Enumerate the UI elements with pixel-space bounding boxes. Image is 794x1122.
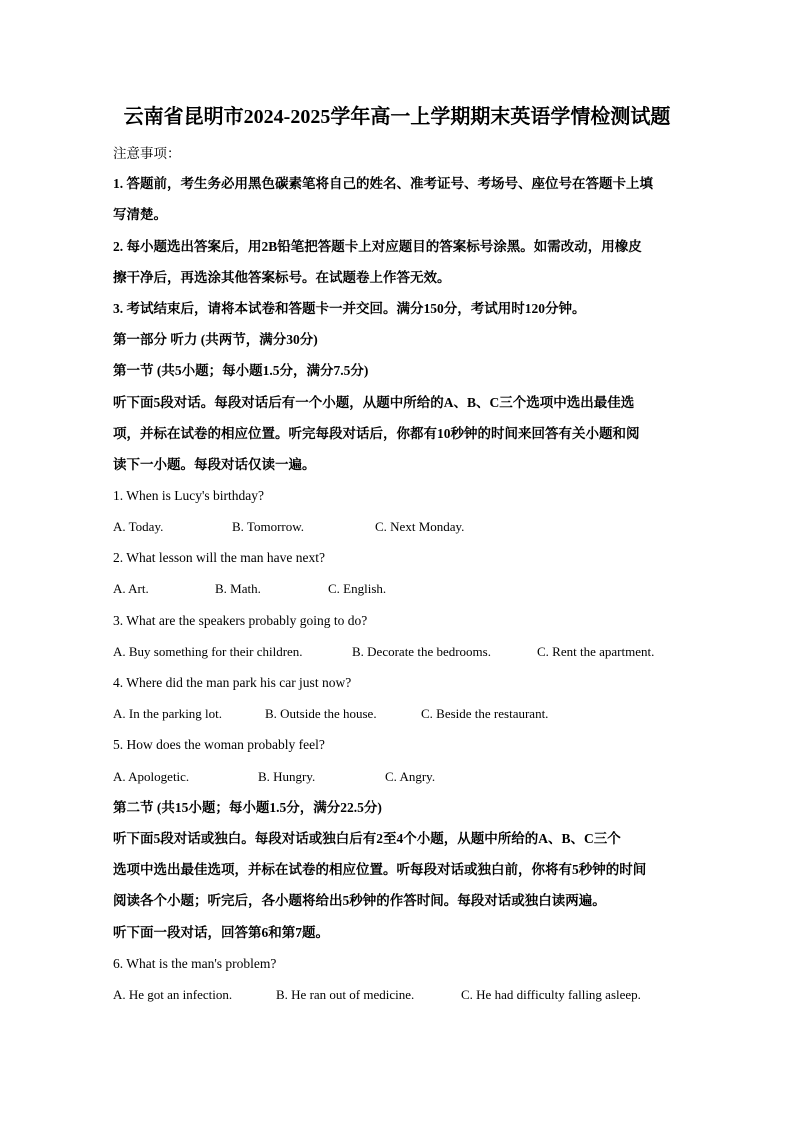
option-a: A. He got an infection. (113, 987, 233, 1002)
notice-item-2-line-2: 擦干净后，再选涂其他答案标号。在试题卷上作答无效。 (113, 270, 451, 285)
part-1-heading: 第一部分 听力 (共两节，满分30分) (113, 332, 318, 347)
question-stem: 1. When is Lucy's birthday? (113, 488, 265, 503)
notice-item-2-line-1: 2. 每小题选出答案后，用2B铅笔把答题卡上对应题目的答案标号涂黑。如需改动，用橡皮 (113, 239, 642, 254)
question-stem: 5. How does the woman probably feel? (113, 737, 325, 752)
section-1-instructions-line-3: 读下一小题。每段对话仅读一遍。 (113, 457, 316, 472)
question-stem: 4. Where did the man park his car just now? (113, 675, 352, 690)
option-c: C. He had difficulty falling asleep. (461, 987, 641, 1002)
notice-item-1-line-1: 1. 答题前，考生务必用黑色碳素笔将自己的姓名、准考证号、考场号、座位号在答题卡上填 (113, 176, 653, 191)
option-a: A. Art. (113, 581, 149, 596)
option-a: A. Today. (113, 519, 164, 534)
option-c: C. Rent the apartment. (537, 644, 655, 659)
question-stem: 2. What lesson will the man have next? (113, 550, 325, 565)
option-b: B. Outside the house. (265, 706, 377, 721)
option-c: C. English. (328, 581, 387, 596)
section-2-heading: 第二节 (共15小题；每小题1.5分，满分22.5分) (113, 800, 382, 815)
section-2-instructions-line-3: 阅读各个小题；听完后，各小题将给出5秒钟的作答时间。每段对话或独白读两遍。 (113, 893, 606, 908)
option-c: C. Beside the restaurant. (421, 706, 549, 721)
section-2-instructions-line-1: 听下面5段对话或独白。每段对话或独白后有2至4个小题，从题中所给的A、B、C三个 (113, 831, 621, 846)
notice-item-3: 3. 考试结束后，请将本试卷和答题卡一并交回。满分150分，考试用时120分钟。 (113, 301, 586, 316)
section-1-instructions-line-1: 听下面5段对话。每段对话后有一个小题，从题中所给的A、B、C三个选项中选出最佳选 (113, 395, 635, 410)
option-c: C. Next Monday. (375, 519, 465, 534)
exam-title: 云南省昆明市2024-2025学年高一上学期期末英语学情检测试题 (123, 106, 671, 128)
question-stem: 3. What are the speakers probably going to do? (113, 613, 368, 628)
section-2-sub-heading: 听下面一段对话，回答第6和第7题。 (113, 925, 329, 940)
option-b: B. Hungry. (258, 769, 316, 784)
option-a: A. Buy something for their children. (113, 644, 303, 659)
option-b: B. Decorate the bedrooms. (352, 644, 491, 659)
option-b: B. Tomorrow. (232, 519, 305, 534)
option-a: A. Apologetic. (113, 769, 190, 784)
section-1-instructions-line-2: 项，并标在试卷的相应位置。听完每段对话后，你都有10秒钟的时间来回答有关小题和阅 (113, 426, 640, 441)
option-c: C. Angry. (385, 769, 436, 784)
section-2-instructions-line-2: 选项中选出最佳选项，并标在试卷的相应位置。听每段对话或独白前，你将有5秒钟的时间 (113, 862, 647, 877)
section-1-heading: 第一节 (共5小题；每小题1.5分，满分7.5分) (113, 363, 369, 378)
notice-heading: 注意事项： (113, 146, 181, 161)
option-a: A. In the parking lot. (113, 706, 223, 721)
question-stem: 6. What is the man's problem? (113, 956, 277, 971)
option-b: B. Math. (215, 581, 261, 596)
notice-item-1-line-2: 写清楚。 (113, 207, 167, 222)
option-b: B. He ran out of medicine. (276, 987, 415, 1002)
